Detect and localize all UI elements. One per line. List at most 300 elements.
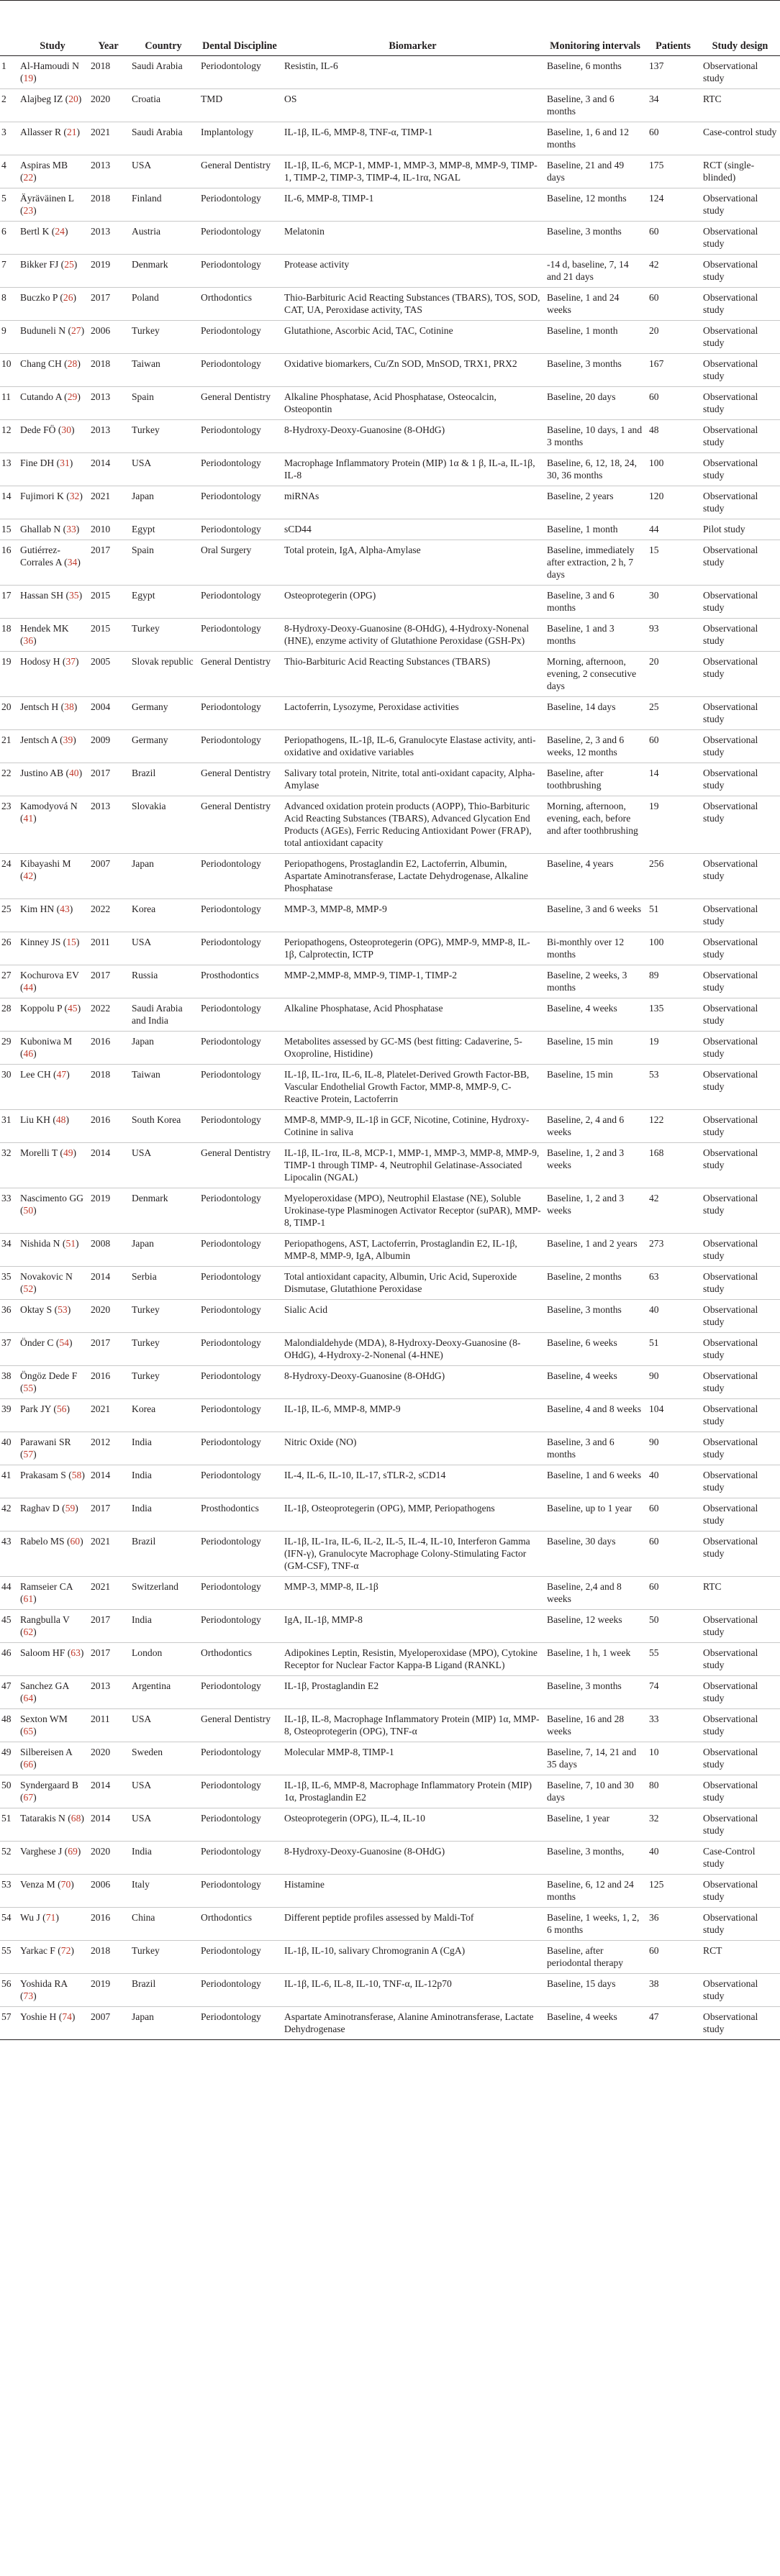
study-design-cell: Observational study [700, 1399, 780, 1432]
reference-link[interactable]: 31 [60, 458, 70, 468]
study-design-cell: Case-control study [700, 122, 780, 155]
reference-link[interactable]: 74 [62, 2011, 72, 2022]
study-cell: Hodosy H (37) [17, 652, 88, 697]
reference-link[interactable]: 21 [66, 127, 77, 137]
reference-link[interactable]: 34 [67, 557, 78, 568]
reference-link[interactable]: 30 [61, 424, 71, 435]
table-row [0, 932, 780, 965]
table-row [0, 1234, 780, 1267]
study-author: Venza M [20, 1879, 55, 1890]
biomarker-cell: Malondialdehyde (MDA), 8-Hydroxy-Deoxy-Guanosine (8-OHdG), 4-Hydroxy-2-Nonenal (4-HNE) [281, 1333, 544, 1366]
patients-cell: 33 [646, 1709, 700, 1742]
study-author: Kamodyová N [20, 801, 78, 811]
reference-link[interactable]: 32 [69, 491, 80, 501]
country-cell: USA [129, 1775, 198, 1808]
biomarker-cell: Sialic Acid [281, 1300, 544, 1333]
study-cell: Äyräväinen L (23) [17, 188, 88, 222]
monitoring-cell: Baseline, 4 weeks [544, 998, 646, 1032]
year-cell: 2018 [88, 56, 129, 89]
study-cell: Allasser R (21) [17, 122, 88, 155]
patients-cell: 125 [646, 1875, 700, 1908]
study-design-cell: Observational study [700, 730, 780, 763]
table-row [0, 155, 780, 188]
reference-link[interactable]: 37 [65, 656, 76, 667]
discipline-cell: General Dentistry [198, 652, 281, 697]
study-cell: Wu J (71) [17, 1908, 88, 1941]
reference-link[interactable]: 20 [68, 94, 78, 104]
reference-link[interactable]: 25 [64, 259, 74, 270]
biomarker-cell: IL-1β, IL-6, MMP-8, Macrophage Inflammatory Protein (MIP) 1α, Prostaglandin E2 [281, 1775, 544, 1808]
study-author: Önder C [20, 1337, 54, 1348]
discipline-cell: Periodontology [198, 1610, 281, 1643]
discipline-cell: Periodontology [198, 1842, 281, 1875]
patients-cell: 40 [646, 1300, 700, 1333]
study-design-cell: Observational study [700, 288, 780, 321]
study-cell: Bikker FJ (25) [17, 255, 88, 288]
patients-cell: 40 [646, 1842, 700, 1875]
country-cell: Spain [129, 540, 198, 586]
study-author: Äyräväinen L [20, 193, 74, 204]
reference-link[interactable]: 15 [66, 937, 76, 947]
study-cell: Hassan SH (35) [17, 586, 88, 619]
reference-link[interactable]: 47 [56, 1069, 67, 1080]
country-cell: Serbia [129, 1267, 198, 1300]
reference-link[interactable]: 60 [70, 1536, 81, 1547]
monitoring-cell: Baseline, 1, 6 and 12 months [544, 122, 646, 155]
row-index: 12 [0, 420, 17, 453]
reference-link[interactable]: 28 [67, 358, 78, 369]
biomarker-cell: Lactoferrin, Lysozyme, Peroxidase activities [281, 697, 544, 730]
table-row [0, 89, 780, 122]
study-cell: Fine DH (31) [17, 453, 88, 486]
year-cell: 2014 [88, 1808, 129, 1842]
year-cell: 2004 [88, 697, 129, 730]
reference-link[interactable]: 61 [23, 1593, 34, 1604]
reference-link[interactable]: 51 [65, 1238, 76, 1249]
discipline-cell: Periodontology [198, 730, 281, 763]
biomarker-cell: IL-1β, IL-6, MCP-1, MMP-1, MMP-3, MMP-8, MMP-9, TIMP-1, TIMP-2, TIMP-3, TIMP-4, IL-1rα, NGAL [281, 155, 544, 188]
reference-link[interactable]: 58 [71, 1470, 82, 1480]
study-design-cell: Observational study [700, 1974, 780, 2007]
row-index: 40 [0, 1432, 17, 1465]
table-row [0, 1110, 780, 1143]
row-index: 30 [0, 1065, 17, 1110]
study-design-cell: Observational study [700, 1643, 780, 1676]
study-author: Alajbeg IZ [20, 94, 63, 104]
discipline-cell: Periodontology [198, 1065, 281, 1110]
study-design-cell: Observational study [700, 1143, 780, 1188]
reference-link[interactable]: 66 [23, 1759, 34, 1770]
study-design-cell: Observational study [700, 1110, 780, 1143]
monitoring-cell: Baseline, 20 days [544, 387, 646, 420]
study-design-cell: Observational study [700, 1333, 780, 1366]
reference-link[interactable]: 45 [67, 1003, 78, 1014]
reference-link[interactable]: 27 [71, 325, 81, 336]
monitoring-cell: Baseline, 3 and 6 months [544, 586, 646, 619]
year-cell: 2019 [88, 255, 129, 288]
patients-cell: 168 [646, 1143, 700, 1188]
study-cell: Parawani SR (57) [17, 1432, 88, 1465]
study-author: Wu J [20, 1912, 40, 1923]
reference-link[interactable]: 22 [23, 172, 34, 183]
reference-link[interactable]: 29 [67, 391, 78, 402]
row-index: 25 [0, 899, 17, 932]
country-cell: Argentina [129, 1676, 198, 1709]
reference-link[interactable]: 63 [71, 1647, 81, 1658]
biomarker-cell: Alkaline Phosphatase, Acid Phosphatase, Osteocalcin, Osteopontin [281, 387, 544, 420]
patients-cell: 60 [646, 1498, 700, 1532]
year-cell: 2013 [88, 387, 129, 420]
discipline-cell: Orthodontics [198, 288, 281, 321]
reference-link[interactable]: 52 [23, 1283, 34, 1294]
year-cell: 2005 [88, 652, 129, 697]
reference-link[interactable]: 33 [66, 524, 76, 534]
study-cell: Jentsch H (38) [17, 697, 88, 730]
table-row [0, 763, 780, 796]
reference-link[interactable]: 41 [23, 813, 34, 824]
row-index: 22 [0, 763, 17, 796]
study-cell: Park JY (56) [17, 1399, 88, 1432]
discipline-cell: Periodontology [198, 1465, 281, 1498]
country-cell: USA [129, 155, 198, 188]
year-cell: 2007 [88, 854, 129, 899]
table-row [0, 1432, 780, 1465]
study-author: Chang CH [20, 358, 62, 369]
study-cell: Kim HN (43) [17, 899, 88, 932]
row-index: 24 [0, 854, 17, 899]
biomarker-cell: Total antioxidant capacity, Albumin, Uric Acid, Superoxide Dismutase, Glutathione Peroxidase [281, 1267, 544, 1300]
year-cell: 2017 [88, 540, 129, 586]
discipline-cell: Periodontology [198, 586, 281, 619]
table-row [0, 1643, 780, 1676]
year-cell: 2006 [88, 1875, 129, 1908]
study-author: Morelli T [20, 1147, 58, 1158]
discipline-cell: Periodontology [198, 998, 281, 1032]
patients-cell: 34 [646, 89, 700, 122]
study-author: Hassan SH [20, 590, 64, 601]
study-cell: Nishida N (51) [17, 1234, 88, 1267]
discipline-cell: General Dentistry [198, 1143, 281, 1188]
row-index: 34 [0, 1234, 17, 1267]
monitoring-cell: Baseline, 2 years [544, 486, 646, 519]
study-design-cell: Observational study [700, 420, 780, 453]
patients-cell: 167 [646, 354, 700, 387]
country-cell: Turkey [129, 1366, 198, 1399]
patients-cell: 135 [646, 998, 700, 1032]
study-cell: Buduneli N (27) [17, 321, 88, 354]
study-cell: Oktay S (53) [17, 1300, 88, 1333]
country-cell: Japan [129, 854, 198, 899]
biomarker-cell: OS [281, 89, 544, 122]
biomarker-cell: MMP-8, MMP-9, IL-1β in GCF, Nicotine, Cotinine, Hydroxy-Cotinine in saliva [281, 1110, 544, 1143]
study-design-cell: Observational study [700, 652, 780, 697]
discipline-cell: Periodontology [198, 1577, 281, 1610]
country-cell: Brazil [129, 1532, 198, 1577]
study-cell: Sanchez GA (64) [17, 1676, 88, 1709]
country-cell: Japan [129, 2007, 198, 2040]
study-author: Hodosy H [20, 656, 60, 667]
year-cell: 2015 [88, 619, 129, 652]
monitoring-cell: Baseline, up to 1 year [544, 1498, 646, 1532]
table-row [0, 2007, 780, 2040]
reference-link[interactable]: 36 [23, 635, 34, 646]
patients-cell: 175 [646, 155, 700, 188]
biomarker-cell: Periopathogens, Osteoprotegerin (OPG), MMP-9, MMP-8, IL-1β, Calprotectin, ICTP [281, 932, 544, 965]
reference-link[interactable]: 59 [65, 1503, 76, 1514]
country-cell: Japan [129, 1032, 198, 1065]
study-cell: Ramseier CA (61) [17, 1577, 88, 1610]
year-cell: 2018 [88, 1065, 129, 1110]
biomarker-cell: IL-1β, IL-6, MMP-8, MMP-9 [281, 1399, 544, 1432]
study-cell: Rangbulla V (62) [17, 1610, 88, 1643]
row-index: 29 [0, 1032, 17, 1065]
patients-cell: 15 [646, 540, 700, 586]
study-design-cell: Observational study [700, 321, 780, 354]
reference-link[interactable]: 24 [55, 226, 65, 237]
row-index: 37 [0, 1333, 17, 1366]
study-author: Liu KH [20, 1114, 50, 1125]
patients-cell: 32 [646, 1808, 700, 1842]
country-cell: USA [129, 1709, 198, 1742]
reference-link[interactable]: 56 [56, 1403, 67, 1414]
patients-cell: 36 [646, 1908, 700, 1941]
study-design-cell: Observational study [700, 1498, 780, 1532]
study-cell: Kinney JS (15) [17, 932, 88, 965]
study-author: Koppolu P [20, 1003, 63, 1014]
reference-link[interactable]: 64 [23, 1693, 34, 1703]
reference-link[interactable]: 53 [58, 1304, 68, 1315]
table-row [0, 1399, 780, 1432]
country-cell: Egypt [129, 586, 198, 619]
reference-link[interactable]: 68 [71, 1813, 81, 1824]
country-cell: Turkey [129, 1333, 198, 1366]
reference-link[interactable]: 46 [23, 1048, 34, 1059]
table-row [0, 1842, 780, 1875]
study-author: Rabelo MS [20, 1536, 65, 1547]
patients-cell: 50 [646, 1610, 700, 1643]
reference-link[interactable]: 69 [68, 1846, 78, 1857]
row-index: 27 [0, 965, 17, 998]
row-index: 7 [0, 255, 17, 288]
study-author: Fine DH [20, 458, 55, 468]
study-design-cell: Observational study [700, 2007, 780, 2040]
year-cell: 2011 [88, 1709, 129, 1742]
study-cell: Bertl K (24) [17, 222, 88, 255]
patients-cell: 273 [646, 1234, 700, 1267]
table-row [0, 420, 780, 453]
study-author: Nascimento GG [20, 1193, 83, 1203]
year-cell: 2016 [88, 1110, 129, 1143]
reference-link[interactable]: 39 [63, 734, 73, 745]
monitoring-cell: Baseline, 6 months [544, 56, 646, 89]
study-design-cell: Case-Control study [700, 1842, 780, 1875]
study-design-cell: Observational study [700, 453, 780, 486]
study-design-cell: Observational study [700, 1532, 780, 1577]
reference-link[interactable]: 55 [23, 1383, 34, 1393]
study-design-cell: RCT (single-blinded) [700, 155, 780, 188]
monitoring-cell: Baseline, 1 and 6 weeks [544, 1465, 646, 1498]
row-index: 2 [0, 89, 17, 122]
reference-link[interactable]: 57 [23, 1449, 34, 1460]
biomarker-cell: 8-Hydroxy-Deoxy-Guanosine (8-OHdG) [281, 1842, 544, 1875]
monitoring-cell: Baseline, 1, 2 and 3 weeks [544, 1188, 646, 1234]
study-cell: Nascimento GG (50) [17, 1188, 88, 1234]
country-cell: Japan [129, 1234, 198, 1267]
study-author: Aspiras MB [20, 160, 68, 170]
header-index [0, 1, 17, 56]
patients-cell: 60 [646, 1941, 700, 1974]
discipline-cell: Periodontology [198, 854, 281, 899]
study-cell: Syndergaard B (67) [17, 1775, 88, 1808]
year-cell: 2021 [88, 1577, 129, 1610]
reference-link[interactable]: 38 [64, 701, 74, 712]
country-cell: Italy [129, 1875, 198, 1908]
study-design-cell: Observational study [700, 1188, 780, 1234]
discipline-cell: Periodontology [198, 1742, 281, 1775]
study-author: Kuboniwa M [20, 1036, 73, 1047]
study-design-cell: Observational study [700, 854, 780, 899]
study-author: Buczko P [20, 292, 58, 303]
year-cell: 2017 [88, 1498, 129, 1532]
biomarker-cell: Periopathogens, IL-1β, IL-6, Granulocyte Elastase activity, anti-oxidative and oxidative variables [281, 730, 544, 763]
table-row [0, 321, 780, 354]
patients-cell: 60 [646, 730, 700, 763]
reference-link[interactable]: 67 [23, 1792, 34, 1803]
row-index: 15 [0, 519, 17, 540]
study-author: Hendek MK [20, 623, 69, 634]
row-index: 23 [0, 796, 17, 854]
country-cell: Korea [129, 1399, 198, 1432]
discipline-cell: Periodontology [198, 321, 281, 354]
reference-link[interactable]: 35 [68, 590, 79, 601]
patients-cell: 63 [646, 1267, 700, 1300]
reference-link[interactable]: 73 [23, 1990, 34, 2001]
row-index: 21 [0, 730, 17, 763]
biomarker-cell: MMP-3, MMP-8, IL-1β [281, 1577, 544, 1610]
reference-link[interactable]: 26 [63, 292, 73, 303]
row-index: 57 [0, 2007, 17, 2040]
patients-cell: 19 [646, 796, 700, 854]
header-year: Year [88, 1, 129, 56]
study-cell: Morelli T (49) [17, 1143, 88, 1188]
row-index: 9 [0, 321, 17, 354]
row-index: 50 [0, 1775, 17, 1808]
table-row [0, 1610, 780, 1643]
discipline-cell: Prosthodontics [198, 1498, 281, 1532]
biomarker-cell: Aspartate Aminotransferase, Alanine Aminotransferase, Lactate Dehydrogenase [281, 2007, 544, 2040]
reference-link[interactable]: 54 [59, 1337, 69, 1348]
reference-link[interactable]: 50 [23, 1205, 34, 1216]
biomarker-cell: IL-4, IL-6, IL-10, IL-17, sTLR-2, sCD14 [281, 1465, 544, 1498]
monitoring-cell: Baseline, 3 months [544, 222, 646, 255]
monitoring-cell: Baseline, 1 and 2 years [544, 1234, 646, 1267]
table-row [0, 387, 780, 420]
country-cell: Saudi Arabia and India [129, 998, 198, 1032]
study-cell: Liu KH (48) [17, 1110, 88, 1143]
row-index: 19 [0, 652, 17, 697]
study-cell: Kuboniwa M (46) [17, 1032, 88, 1065]
year-cell: 2017 [88, 1610, 129, 1643]
monitoring-cell: Baseline, 3 months [544, 1300, 646, 1333]
patients-cell: 20 [646, 652, 700, 697]
country-cell: Brazil [129, 1974, 198, 2007]
reference-link[interactable]: 19 [23, 73, 34, 83]
study-author: Öngöz Dede F [20, 1370, 78, 1381]
country-cell: India [129, 1432, 198, 1465]
table-row [0, 1032, 780, 1065]
study-cell: Al-Hamoudi N (19) [17, 56, 88, 89]
year-cell: 2022 [88, 899, 129, 932]
study-cell: Koppolu P (45) [17, 998, 88, 1032]
study-cell: Saloom HF (63) [17, 1643, 88, 1676]
table-row [0, 1267, 780, 1300]
patients-cell: 93 [646, 619, 700, 652]
monitoring-cell: Baseline, 3 and 6 weeks [544, 899, 646, 932]
reference-link[interactable]: 62 [23, 1626, 34, 1637]
reference-link[interactable]: 71 [45, 1912, 56, 1923]
reference-link[interactable]: 72 [60, 1945, 71, 1956]
study-author: Ghallab N [20, 524, 61, 534]
biomarker-cell: Molecular MMP-8, TIMP-1 [281, 1742, 544, 1775]
study-author: Kinney JS [20, 937, 61, 947]
country-cell: Germany [129, 730, 198, 763]
monitoring-cell: Baseline, 2, 4 and 6 weeks [544, 1110, 646, 1143]
patients-cell: 90 [646, 1366, 700, 1399]
table-row [0, 1065, 780, 1110]
reference-link[interactable]: 70 [60, 1879, 71, 1890]
biomarker-cell: Thio-Barbituric Acid Reacting Substances (TBARS) [281, 652, 544, 697]
reference-link[interactable]: 65 [23, 1726, 34, 1737]
table-row [0, 122, 780, 155]
study-design-cell: Observational study [700, 1676, 780, 1709]
table-row [0, 1143, 780, 1188]
reference-link[interactable]: 48 [55, 1114, 66, 1125]
study-cell: Öngöz Dede F (55) [17, 1366, 88, 1399]
study-design-cell: Observational study [700, 1366, 780, 1399]
study-cell: Ghallab N (33) [17, 519, 88, 540]
study-design-cell: RTC [700, 89, 780, 122]
study-author: Yarkac F [20, 1945, 55, 1956]
biomarker-cell: Metabolites assessed by GC-MS (best fitting: Cadaverine, 5-Oxoproline, Histidine) [281, 1032, 544, 1065]
country-cell: Turkey [129, 1941, 198, 1974]
study-design-cell: Observational study [700, 932, 780, 965]
reference-link[interactable]: 49 [63, 1147, 73, 1158]
study-author: Nishida N [20, 1238, 60, 1249]
row-index: 10 [0, 354, 17, 387]
study-design-cell: Observational study [700, 1709, 780, 1742]
biomarker-cell: 8-Hydroxy-Deoxy-Guanosine (8-OHdG) [281, 1366, 544, 1399]
reference-link[interactable]: 23 [23, 205, 34, 216]
table-row [0, 1974, 780, 2007]
row-index: 5 [0, 188, 17, 222]
study-cell: Chang CH (28) [17, 354, 88, 387]
study-cell: Önder C (54) [17, 1333, 88, 1366]
table-row [0, 288, 780, 321]
row-index: 33 [0, 1188, 17, 1234]
study-design-cell: Observational study [700, 1234, 780, 1267]
country-cell: India [129, 1842, 198, 1875]
table-row [0, 1775, 780, 1808]
reference-link[interactable]: 42 [23, 870, 34, 881]
reference-link[interactable]: 43 [60, 904, 70, 914]
reference-link[interactable]: 40 [69, 768, 79, 778]
monitoring-cell: Baseline, immediately after extraction, 2 h, 7 days [544, 540, 646, 586]
table-row [0, 854, 780, 899]
reference-link[interactable]: 44 [23, 982, 34, 993]
row-index: 1 [0, 56, 17, 89]
table-row [0, 1465, 780, 1498]
study-cell: Jentsch A (39) [17, 730, 88, 763]
